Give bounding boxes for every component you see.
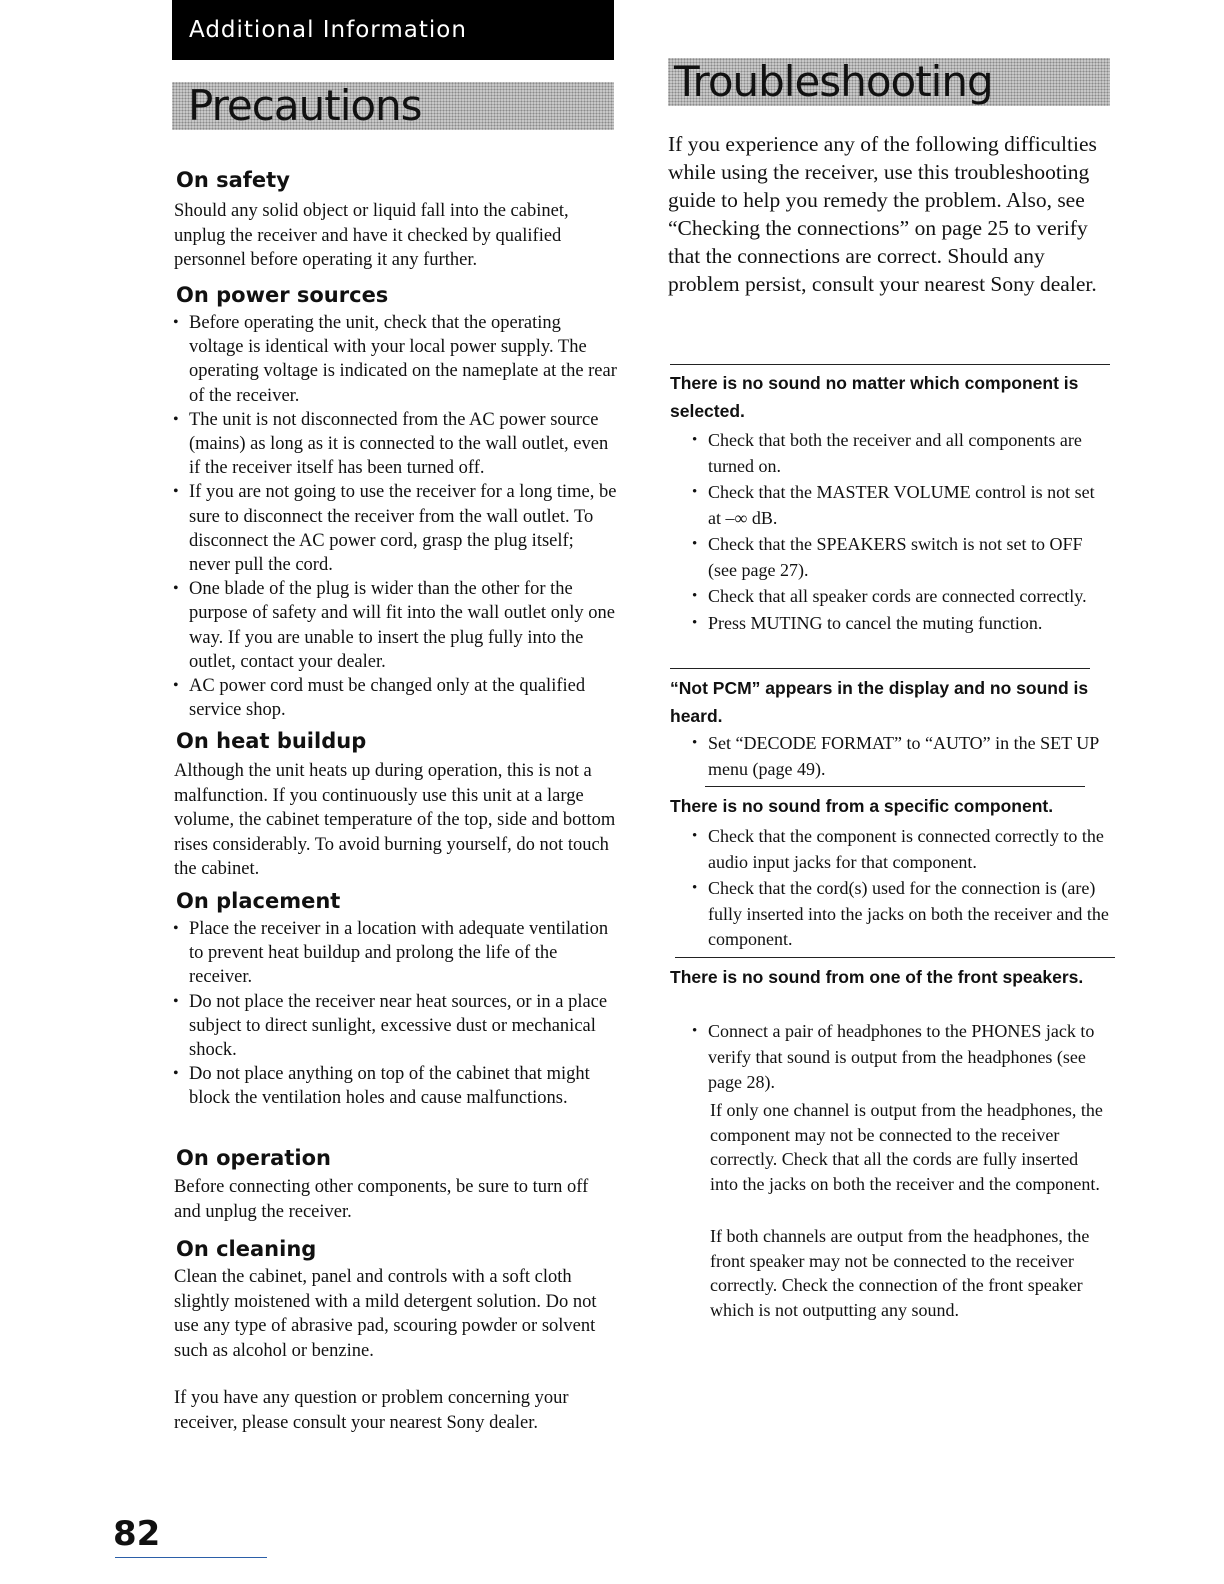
precautions-title: Precautions — [172, 82, 614, 130]
divider — [705, 786, 1085, 787]
on-power-sources-heading: On power sources — [176, 283, 389, 307]
problem-4-note: If both channels are output from the headphones, the front speaker may not be connected to the receiver correctly. Check the connection of the front speaker which is not outputting any sound. — [710, 1226, 1090, 1320]
list-item: • One blade of the plug is wider than the other for the purpose of safety and will fit into the wall outlet only one way. If you are unable to insert the plug fully into the outlet, contact your dealer. — [172, 577, 618, 674]
list-item: • Press MUTING to cancel the muting function. — [692, 611, 1112, 637]
on-heat-buildup-heading: On heat buildup — [176, 729, 367, 753]
problem-title: “Not PCM” appears in the display and no sound is heard. — [670, 678, 1089, 726]
list-item: • Check that the MASTER VOLUME control is not set at –∞ dB. — [692, 480, 1112, 531]
power-sources-list — [172, 311, 618, 722]
on-heat-buildup-text: Although the unit heats up during operation, this is not a malfunction. If you continuously use this unit at a large volume, the cabinet temperature of the top, side and bottom rises considerably. To avoid burning yourself, do not touch the cabinet. — [174, 761, 616, 879]
footer-rule — [115, 1557, 267, 1558]
page-number: 82 — [113, 1514, 161, 1554]
list-item: • Check that the cord(s) used for the connection is (are) fully inserted into the jacks on both the receiver and the component. — [692, 876, 1112, 953]
on-safety-text: Should any solid object or liquid fall into the cabinet, unplug the receiver and have it checked by qualified personnel before operating it any further. — [174, 201, 569, 270]
on-placement-heading: On placement — [176, 889, 341, 913]
list-item: • Set “DECODE FORMAT” to “AUTO” in the SET UP menu (page 49). — [692, 731, 1112, 782]
list-item: • If you are not going to use the receiver for a long time, be sure to disconnect the receiver from the wall outlet. To disconnect the AC power cord, grasp the plug itself; never pull the cord. — [172, 480, 618, 577]
problem-title: There is no sound no matter which component is selected. — [670, 373, 1079, 421]
list-item: • Check that the component is connected correctly to the audio input jacks for that component. — [692, 824, 1112, 875]
problem-4-note: If only one channel is output from the headphones, the component may not be connected to the receiver correctly. Check that all the cords are fully inserted into the jacks on both the receiver and the component. — [710, 1100, 1103, 1194]
problem-title: There is no sound from one of the front speakers. — [670, 967, 1084, 987]
troubleshooting-title: Troubleshooting — [668, 58, 1110, 106]
list-item: • Connect a pair of headphones to the PHONES jack to verify that sound is output from the headphones (see page 28). — [692, 1019, 1112, 1096]
list-item: • Do not place the receiver near heat sources, or in a place subject to direct sunlight, excessive dust or mechanical shock. — [172, 990, 618, 1063]
on-operation-text: Before connecting other components, be sure to turn off and unplug the receiver. — [174, 1177, 589, 1222]
list-item: • Do not place anything on top of the cabinet that might block the ventilation holes and cause malfunctions. — [172, 1062, 618, 1110]
troubleshooting-intro: If you experience any of the following difficulties while using the receiver, use this troubleshooting guide to help you remedy the problem. Also, see “Checking the connections” on page 25 to verify that the connections are correct. Should any problem persist, consult your nearest Sony dealer. — [668, 132, 1097, 296]
divider — [675, 957, 1115, 958]
list-item: • Before operating the unit, check that the operating voltage is identical with your local power supply. The operating voltage is indicated on the nameplate at the rear of the receiver. — [172, 311, 618, 408]
section-title: Additional Information — [172, 0, 614, 60]
list-item: • Check that both the receiver and all components are turned on. — [692, 428, 1112, 479]
placement-list — [172, 917, 618, 1111]
problem-3-solutions — [692, 824, 1112, 954]
problem-title: There is no sound from a specific component. — [670, 796, 1054, 816]
list-item: • Place the receiver in a location with adequate ventilation to prevent heat buildup and prolong the life of the receiver. — [172, 917, 618, 990]
on-safety-heading: On safety — [176, 168, 290, 192]
divider — [670, 668, 1090, 669]
list-item: • The unit is not disconnected from the AC power source (mains) as long as it is connected to the wall outlet, even if the receiver itself has been turned off. — [172, 408, 618, 481]
list-item: • Check that the SPEAKERS switch is not set to OFF (see page 27). — [692, 532, 1112, 583]
problem-1-solutions — [692, 428, 1112, 637]
list-item: • Check that all speaker cords are connected correctly. — [692, 584, 1112, 610]
problem-4-solutions — [692, 1019, 1112, 1097]
closing-note: If you have any question or problem concerning your receiver, please consult your nearest Sony dealer. — [174, 1388, 569, 1433]
on-operation-heading: On operation — [176, 1146, 331, 1170]
divider — [670, 364, 1110, 365]
problem-2-solutions — [692, 731, 1112, 783]
on-cleaning-text: Clean the cabinet, panel and controls with a soft cloth slightly moistened with a mild detergent solution. Do not use any type of abrasive pad, scouring powder or solvent such as alcohol or benzine. — [174, 1267, 597, 1361]
list-item: • AC power cord must be changed only at the qualified service shop. — [172, 674, 618, 722]
on-cleaning-heading: On cleaning — [176, 1237, 317, 1261]
